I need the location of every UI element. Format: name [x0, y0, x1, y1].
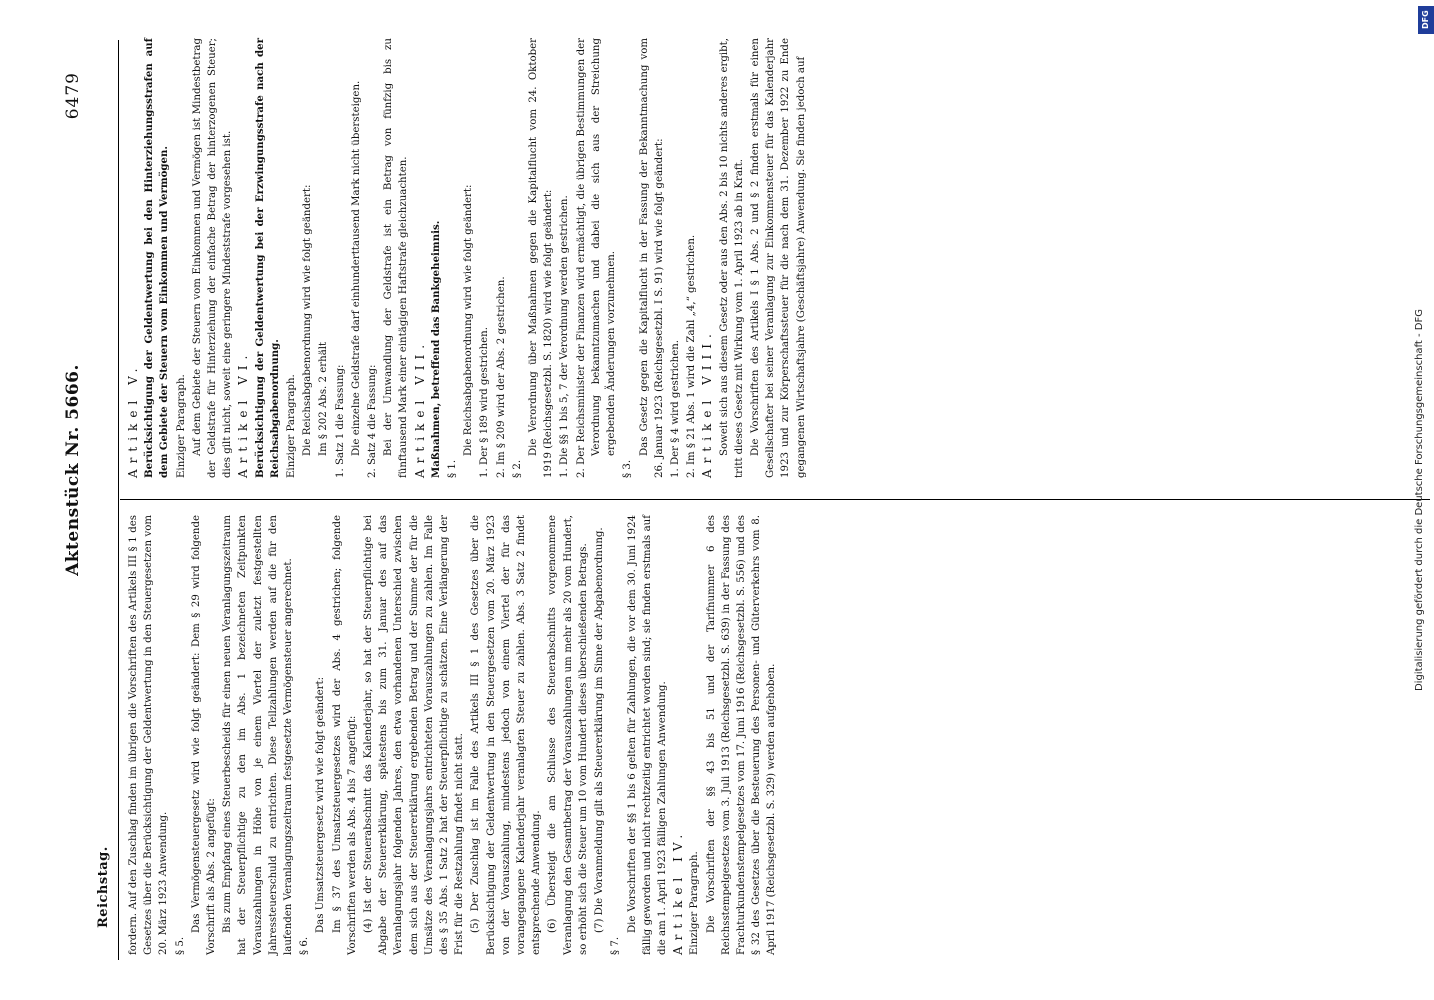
- right-paragraph: 1. Der § 4 wird gestrichen.: [669, 339, 681, 478]
- right-paragraph: 2. Satz 4 die Fassung:: [367, 364, 379, 478]
- left-paragraph: (6) Übersteigt die am Schlusse des Steuerabschnitts vorgenommene Veranlagung den Gesamtbetrag der Vorauszahlungen um mehr als 20 vom Hundert, so erhöht sich die Steuer um 10 vom Hundert dieses überschießenden Betrags.: [547, 515, 589, 955]
- left-paragraph: § 5.: [174, 936, 186, 955]
- right-paragraph: Soweit sich aus diesem Gesetz oder aus den Abs. 2 bis 10 nichts anderes ergibt, tritt dieses Gesetz mit Wirkung vom 1. April 1923 ab in Kraft.: [718, 38, 745, 478]
- right-paragraph: Artikel VII.: [412, 338, 427, 478]
- right-paragraph: Im § 202 Abs. 2 erhält: [318, 341, 330, 456]
- right-paragraph: Berücksichtigung der Geldentwertung bei den Hinterziehungsstrafen auf dem Gebiete der Steuern vom Einkommen und Vermögen.: [143, 38, 171, 478]
- left-paragraph: (4) Ist der Steuerabschnitt das Kalenderjahr, so hat der Steuerpflichtige bei Abgabe der Steuererklärung, spätestens bis zum 31. Januar des auf das Veranlagungsjahr folgenden Jahres, den etwa vorhandenen Unterschied zwischen dem sich aus der Steuererklärung ergebenden Betrag und der Summe der für die Umsätze des Veranlagungsjahrs entrichteten Vorauszahlungen zu zahlen. Im Falle des § 35 Abs. 1 Satz 2 hat der Steuerpflichtige zu schätzen. Eine Verlängerung der Frist für die Restzahlung findet nicht statt.: [363, 515, 466, 955]
- right-paragraph: 2. Der Reichsminister der Finanzen wird ermächtigt, die übrigen Bestimmungen der Verordnung bekanntzumachen und dabei die sich aus der Streichung ergebenden Änderungen vorzunehmen.: [575, 38, 618, 478]
- right-paragraph: 2. Im § 21 Abs. 1 wird die Zahl „4,“ gestrichen.: [686, 234, 698, 478]
- right-paragraph: § 1.: [447, 459, 459, 478]
- dfg-logo: DFG: [1418, 6, 1434, 34]
- right-paragraph: Einziger Paragraph.: [286, 374, 298, 478]
- right-paragraph: Bei der Umwandlung der Geldstrafe ist ein Betrag von fünfzig bis zu fünftausend Mark einer eintägigen Haftstrafe gleichzuachten.: [383, 38, 410, 478]
- left-paragraph: Die Vorschriften der §§ 43 bis 51 und der Tarifnummer 6 des Reichsstempelgesetzes vom 3. Juli 1913 (Reichsgesetzbl. S. 639) in der Fassung des Frachturkundenstempelgesetzes vom 17. Juni 1916 (Reichsgesetzbl. S. 556) und des § 32 des Gesetzes über die Besteuerung des Personen- und Güterverkehrs vom 8. April 1917 (Reichsgesetzbl. S. 329) werden aufgehoben.: [705, 515, 778, 955]
- left-paragraph: (5) Der Zuschlag ist im Falle des Artikels III § 1 des Gesetzes über die Berücksichtigung der Geldentwertung in den Steuergesetzen vom 20. März 1923 von der Vorauszahlung, mindestens jedoch von einem Viertel der für das vorangegangene Kalenderjahr veranlagten Steuer zu zahlen. Abs. 3 Satz 2 findet entsprechende Anwendung.: [470, 515, 543, 955]
- left-paragraph: Das Vermögensteuergesetz wird wie folgt geändert: Dem § 29 wird folgende Vorschrift als Abs. 2 angefügt:: [190, 515, 218, 955]
- credit-text: Digitalisierung gefördert durch die Deutsche Forschungsgemeinschaft - DFG: [1414, 309, 1425, 692]
- left-paragraph: Bis zum Empfang eines Steuerbescheids für einen neuen Veranlagungszeitraum hat der Steuerpflichtige zu den im Abs. 1 bezeichneten Zeitpunkten Vorauszahlungen in Höhe von je einem Viertel der zuletzt festgestellten Jahressteuerschuld zu entrichten. Diese Teilzahlungen werden auf die für den laufenden Veranlagungszeitraum festgesetzte Vermögensteuer angerechnet.: [222, 515, 295, 955]
- header-left: Reichstag.: [96, 846, 111, 928]
- right-paragraph: Artikel VIII.: [700, 328, 715, 478]
- right-paragraph: Die einzelne Geldstrafe darf einhunderttausend Mark nicht übersteigen.: [350, 80, 362, 456]
- left-paragraph: Das Umsatzsteuergesetz wird wie folgt geändert:: [315, 676, 327, 933]
- right-paragraph: Das Gesetz gegen die Kapitalflucht in der Fassung der Bekanntmachung vom 26. Januar 1923 (Reichsgesetzbl. I S. 91) wird wie folgt geändert:: [638, 38, 665, 478]
- right-paragraph: 1. Die §§ 1 bis 5, 7 der Verordnung werden gestrichen.: [559, 195, 571, 478]
- right-paragraph: Einziger Paragraph.: [175, 374, 187, 478]
- right-paragraph: 1. Satz 1 die Fassung:: [334, 364, 346, 478]
- left-column: [126, 515, 781, 955]
- right-paragraph: Die Reichsabgabenordnung wird wie folgt geändert:: [463, 184, 475, 456]
- page-header: [50, 30, 120, 970]
- right-paragraph: § 3.: [622, 459, 634, 478]
- right-paragraph: Die Vorschriften des Artikels I § 1 Abs. 2 und § 2 finden erstmals für einen Gesellschafter bei seiner Veranlagung zur Einkommensteuer für das Kalenderjahr 1923 und zur Körperschaftssteuer für die nach dem 31. Dezember 1922 zu Ende gegangenen Wirtschaftsjahre (Geschäftsjahre) Anwendung. Sie finden jedoch auf: [749, 38, 807, 478]
- header-rule: [118, 40, 119, 960]
- right-paragraph: 2. Im § 209 wird der Abs. 2 gestrichen.: [495, 276, 507, 478]
- right-paragraph: § 2.: [511, 459, 523, 478]
- left-paragraph: (7) Die Voranmeldung gilt als Steuererklärung im Sinne der Abgabenordnung.: [594, 527, 606, 933]
- right-paragraph: Berücksichtigung der Geldentwertung bei der Erzwingungsstrafe nach der Reichsabgabenordnung.: [253, 38, 281, 478]
- left-paragraph: § 6.: [299, 936, 311, 955]
- left-paragraph: fordern. Auf den Zuschlag finden im übrigen die Vorschriften des Artikels III § 1 des Gesetzes über die Berücksichtigung der Geldentwertung in den Steuergesetzen vom 20. März 1923 Anwendung.: [128, 515, 170, 955]
- right-column: [126, 38, 810, 478]
- right-paragraph: Maßnahmen, betreffend das Bankgeheimnis.: [429, 220, 442, 478]
- right-paragraph: Artikel VI.: [236, 349, 251, 478]
- left-paragraph: Die Vorschriften der §§ 1 bis 6 gelten für Zahlungen, die vor dem 30. Juni 1924 fällig geworden und nicht rechtzeitig entrichtet worden sind; sie finden erstmals auf die am 1. April 1923 fälligen Zahlungen Anwendung.: [626, 515, 668, 955]
- left-paragraph: Artikel IV.: [671, 828, 686, 955]
- right-paragraph: Die Verordnung über Maßnahmen gegen die Kapitalflucht vom 24. Oktober 1919 (Reichsgesetzbl. S. 1820) wird wie folgt geändert:: [528, 38, 555, 478]
- right-paragraph: Artikel V.: [126, 362, 140, 478]
- page-number: 6479: [63, 72, 83, 120]
- left-paragraph: Im § 37 des Umsatzsteuergesetzes wird der Abs. 4 gestrichen; folgende Vorschriften werden als Abs. 4 bis 7 angefügt:: [331, 515, 358, 955]
- column-divider: [120, 499, 1430, 500]
- right-paragraph: Auf dem Gebiete der Steuern vom Einkommen und Vermögen ist Mindestbetrag der Geldstrafe für Hinterziehung der einfache Betrag der hinterzogenen Steuer; dies gilt nicht, soweit eine geringere Mindeststrafe vorgesehen ist.: [191, 38, 234, 478]
- header-title: Aktenstück Nr. 5666.: [63, 364, 83, 576]
- right-paragraph: 1. Der § 189 wird gestrichen.: [479, 327, 491, 478]
- left-paragraph: Einziger Paragraph.: [689, 851, 701, 955]
- right-paragraph: Die Reichsabgabenordnung wird wie folgt geändert:: [302, 184, 314, 456]
- left-paragraph: § 7.: [610, 936, 622, 955]
- digitization-credit: [1400, 0, 1434, 1000]
